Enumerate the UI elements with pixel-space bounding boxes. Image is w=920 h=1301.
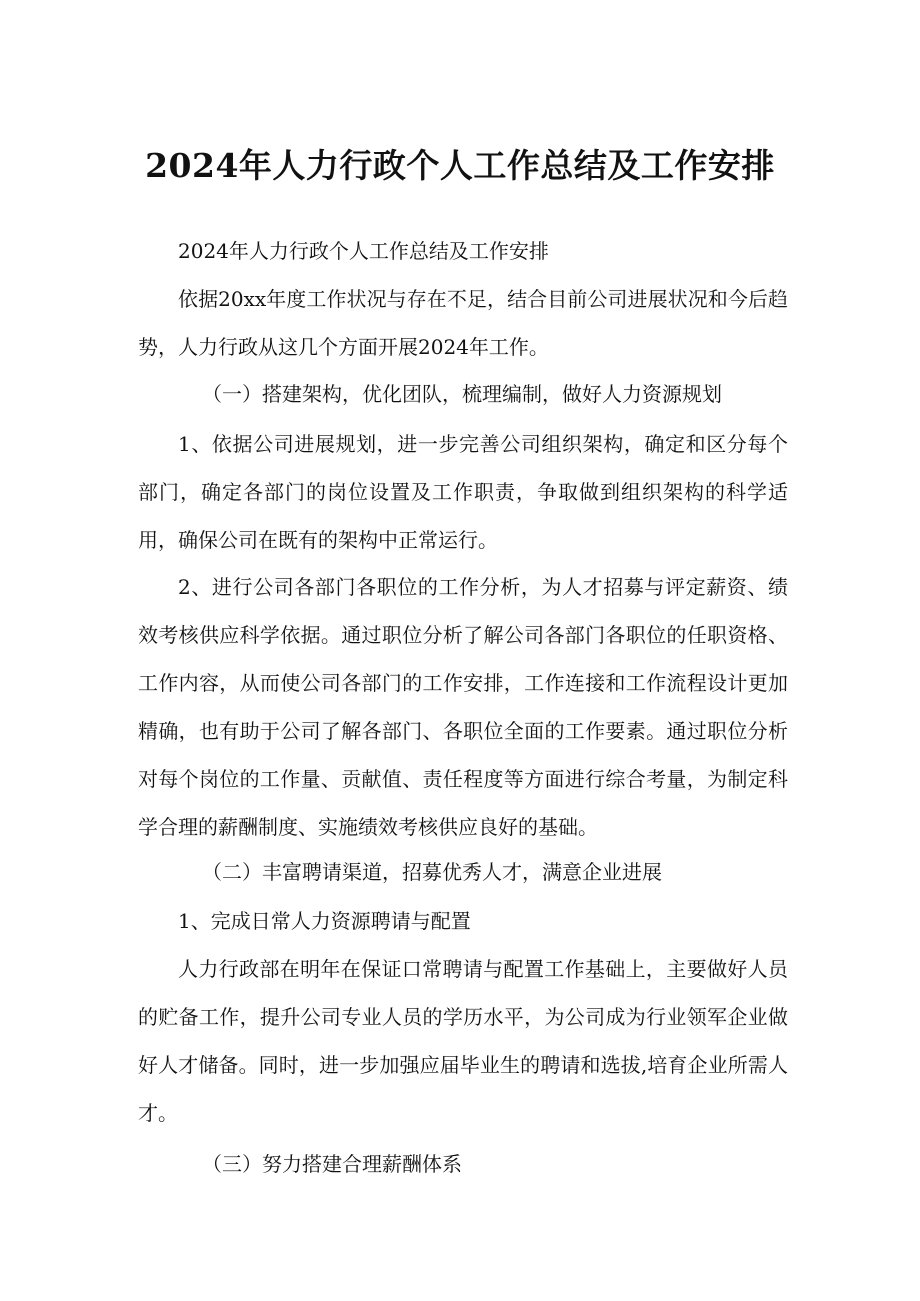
subtitle-paragraph: 2024年人力行政个人工作总结及工作安排	[178, 239, 549, 263]
section-heading-3: （三）努力搭建合理薪酬体系	[202, 1152, 462, 1176]
item-1-paragraph: 1、依据公司进展规划，进一步完善公司组织架构，确定和区分每个部门，确定各部门的岗位设置及工作职责，争取做到组织架构的科学适用，确保公司在既有的架构中正常运行。	[138, 432, 788, 552]
recruitment-paragraph: 人力行政部在明年在保证口常聘请与配置工作基础上，主要做好人员的贮备工作，提升公司专业人员的学历水平，为公司成为行业领军企业做好人才储备。同时，进一步加强应届毕业生的聘请和选拔,培育企业所需人才。	[138, 957, 788, 1125]
intro-paragraph: 依据20xx年度工作状况与存在不足，结合目前公司进展状况和今后趋势，人力行政从这几个方面开展2024年工作。	[138, 287, 788, 359]
document-title: 2024年人力行政个人工作总结及工作安排	[145, 146, 775, 185]
subsection-heading-1: 1、完成日常人力资源聘请与配置	[178, 909, 471, 933]
section-heading-2: （二）丰富聘请渠道，招募优秀人才，满意企业进展	[202, 860, 662, 884]
item-2-paragraph: 2、进行公司各部门各职位的工作分析，为人才招募与评定薪资、绩效考核供应科学依据。通过职位分析了解公司各部门各职位的任职资格、工作内容，从而使公司各部门的工作安排，工作连接和工作流程设计更加精确，也有助于公司了解各部门、各职位全面的工作要素。通过职位分析对每个岗位的工作量、贡献值、责任程度等方面进行综合考量，为制定科学合理的薪酬制度、实施绩效考核供应良好的基础。	[138, 575, 788, 839]
section-heading-1: （一）搭建架构，优化团队，梳理编制，做好人力资源规划	[202, 382, 722, 406]
